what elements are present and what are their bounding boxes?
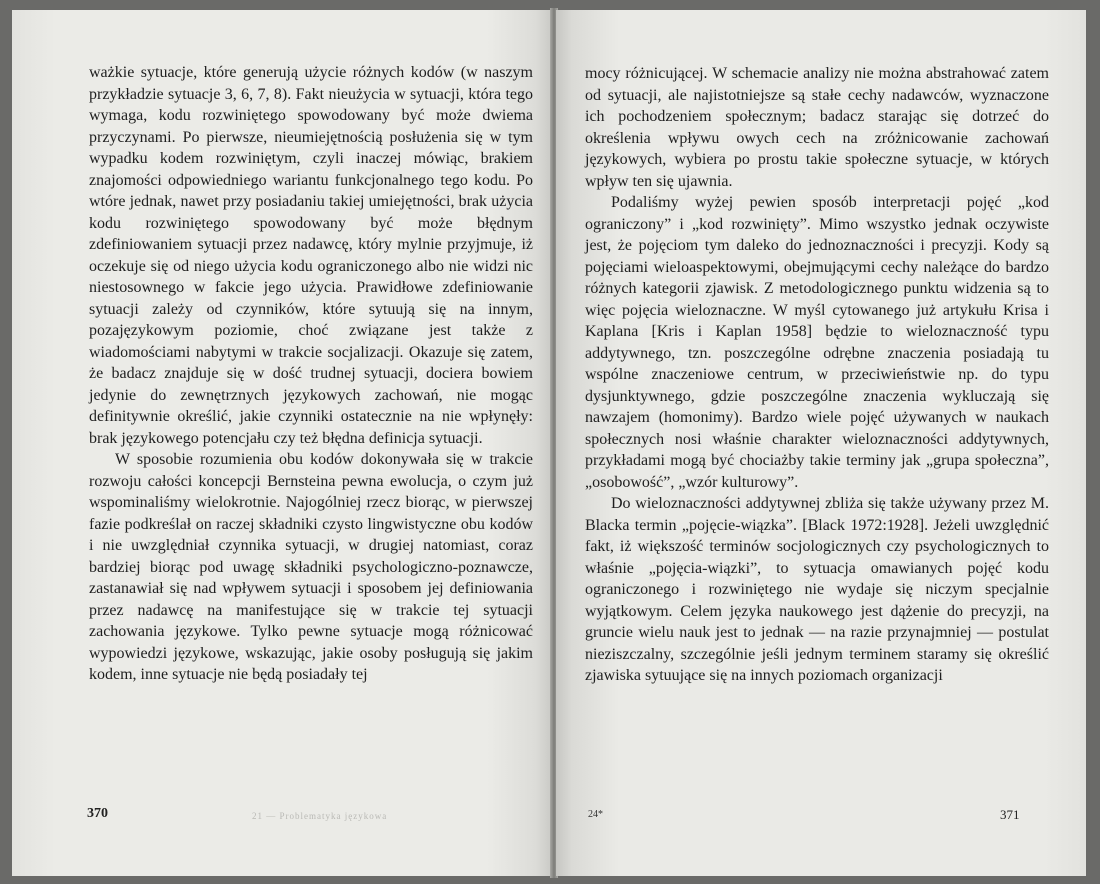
left-page-body — [89, 62, 533, 686]
printer-signature-mark: 24* — [588, 809, 603, 820]
left-page — [12, 10, 552, 876]
paragraph: Do wieloznaczności addytywnej zbliża się także używany przez M. Blacka termin „pojęcie-wiązka”. [Black 1972:1928]. Jeżeli uwzględnić fakt, iż większość terminów socjologicznych czy psychologicznych to właśnie „pojęcia-wiązki”, to sytuacja omawianych pojęć kodu ograniczonego i rozwiniętego nie wydaje się niczym specjalnie wyjątkowym. Celem języka naukowego jest dążenie do precyzji, na gruncie wielu nauk jest to jednak — na razie przynajmniej — postulat nieziszczalny, szczególnie jeśli jednym terminem staramy się określić zjawiska sytuujące się na innych poziomach organizacji — [585, 495, 1049, 684]
page-number-left: 370 — [87, 806, 108, 821]
paragraph: W sposobie rozumienia obu kodów dokonywała się w trakcie rozwoju całości koncepcji Bernsteina pewna ewolucja, o czym już wspominaliśmy wielokrotnie. Najogólniej rzecz biorąc, w pierwszej fazie podkreślał on raczej składniki czysto lingwistyczne obu kodów i nie uwzględniał czynnika sytuacji, w drugiej natomiast, coraz bardziej biorąc pod uwagę składniki psychologiczno-poznawcze, zastanawiał się nad wpływem sytuacji i sposobem jej definiowania przez nadawcę na manifestujące się w trakcie tej sytuacji zachowania językowe. Tylko pewne sytuacje mogą różnicować wypowiedzi językowe, wskazując, jakie osoby posługują się jakim kodem, inne sytuacje nie będą posiadały tej — [89, 451, 533, 683]
page-number-right: 371 — [1000, 807, 1020, 822]
bleed-through-running-foot: 21 — Problematyka językowa — [252, 811, 388, 821]
right-page — [556, 10, 1086, 876]
paragraph: mocy różnicującej. W schemacie analizy nie można abstrahować zatem od sytuacji, ale najistotniejsze są stałe cechy nadawców, wyznaczone ich pochodzeniem społecznym; badacz starając się dotrzeć do określenia wpływu owych cech na zróżnicowanie zachowań językowych, wybiera po prostu takie społeczne sytuacje, w których wpływ ten się ujawnia. — [585, 65, 1049, 190]
right-page-body — [585, 63, 1049, 687]
paragraph: ważkie sytuacje, które generują użycie różnych kodów (w naszym przykładzie sytuacje 3, 6, 7, 8). Fakt nieużycia w sytuacji, która tego wymaga, kodu rozwiniętego spowodowany być może dwiema przyczynami. Po pierwsze, nieumiejętnością posłużenia się w tym wypadku kodem rozwiniętym, czyli inaczej mówiąc, brakiem znajomości odpowiedniego wariantu funkcjonalnego tego kodu. Po wtóre jednak, nawet przy posiadaniu takiej umiejętności, brak użycia kodu rozwiniętego spowodowany być może błędnym zdefiniowaniem sytuacji przez nadawcę, który mylnie przyjmuje, iż oczekuje się od niego użycia kodu ograniczonego albo nie widzi nic niestosownego w fakcie jego użycia. Prawidłowe zdefiniowanie sytuacji zależy od czynników, które sytuują się na innym, pozajęzykowym poziomie, choć związane jest także z wiadomościami nabytymi w trakcie socjalizacji. Okazuje się zatem, że badacz znajduje się w dość trudnej sytuacji, dociera bowiem jedynie do zewnętrznych językowych zachowań, nie mogąc definitywnie określić, jakie czynniki ostatecznie na nie wpłynęły: brak językowego potencjału czy też błędna definicja sytuacji. — [89, 64, 533, 447]
paragraph: Podaliśmy wyżej pewien sposób interpretacji pojęć „kod ograniczony” i „kod rozwinięty”. Mimo wszystko jednak oczywiste jest, że pojęciom tym daleko do jednoznaczności i precyzji. Kody są pojęciami wieloaspektowymi, obejmującymi cechy należące do bardzo różnych kategorii zjawisk. Z metodologicznego punktu widzenia są to więc pojęcia wieloznaczne. W myśl cytowanego już artykułu Krisa i Kaplana [Kris i Kaplan 1958] będzie to wieloznaczność typu addytywnego, tzn. poszczególne odrębne znaczenia posiadają tu wspólne znaczeniowe centrum, w przeciwieństwie np. do typu dysjunktywnego, gdzie poszczególne znaczenia wykluczają się nawzajem (homonimy). Bardzo wiele pojęć używanych w naukach społecznych nosi właśnie charakter wieloznaczności addytywnych, przykładami mogą być chociażby takie terminy jak „grupa społeczna”, „osobowość”, „wzór kulturowy”. — [585, 194, 1049, 491]
